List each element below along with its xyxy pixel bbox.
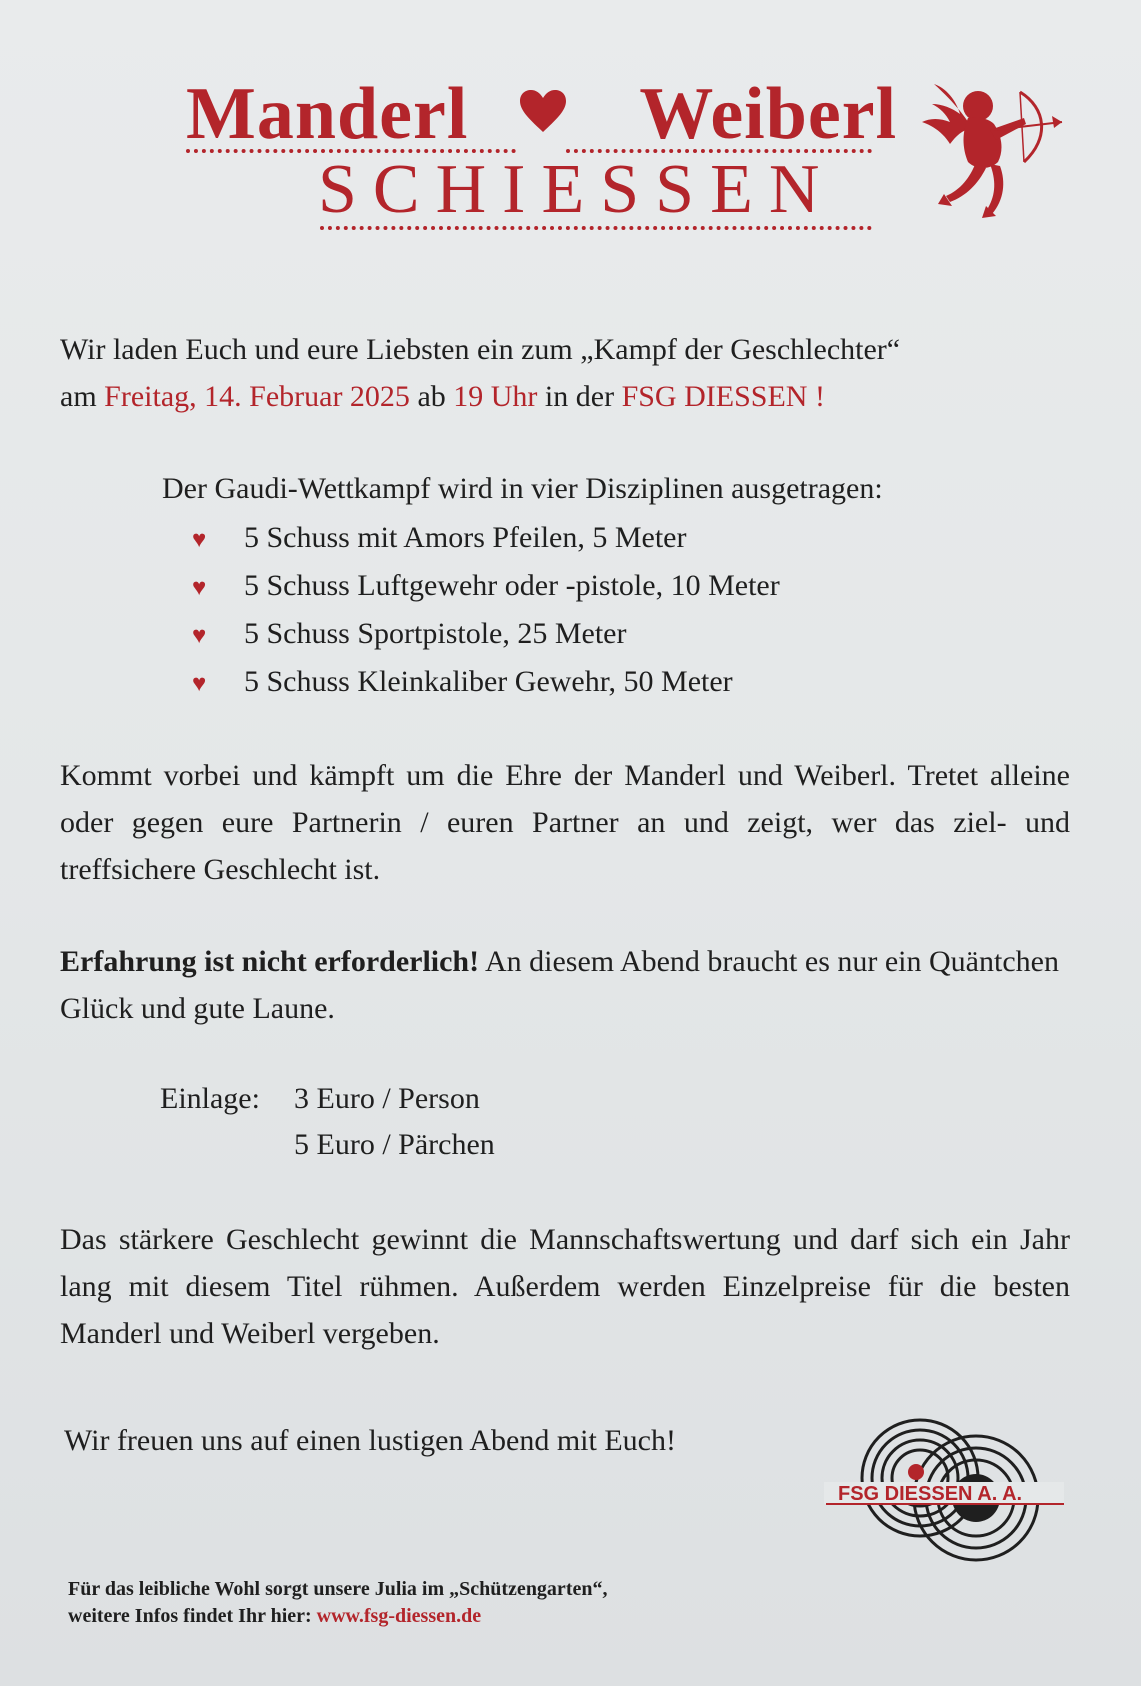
discipline-text: 5 Schuss Luftgewehr oder -pistole, 10 Meter [244,569,780,602]
disciplines-lead: Der Gaudi-Wettkampf wird in vier Disziplinen ausgetragen: [162,472,883,505]
intro-exclamation: ! [814,380,825,413]
fee-person: 3 Euro / Person [294,1082,480,1115]
list-item [192,612,780,660]
list-item [192,660,780,708]
event-date: Freitag, 14. Februar 2025 [104,380,410,413]
header [0,0,1141,260]
logo-text: FSG DIESSEN A. A. [838,1483,1023,1505]
list-item [192,564,780,612]
discipline-text: 5 Schuss Kleinkaliber Gewehr, 50 Meter [244,665,733,698]
entry-fee [160,1076,495,1168]
fee-couple: 5 Euro / Pärchen [294,1128,495,1161]
heart-bullet-icon: ♥ [192,575,207,601]
heart-icon [518,88,568,134]
footer-line-1: Für das leibliche Wohl sorgt unsere Julia im „Schützengarten“, [68,1578,608,1600]
title-underline-3 [320,226,872,230]
title-manderl: Manderl [186,73,469,155]
intro-am: am [60,380,97,413]
event-venue: FSG DIESSEN [621,380,808,413]
cupid-icon [916,78,1066,238]
footer-prefix: weitere Infos findet Ihr hier: [68,1605,312,1627]
footer [68,1576,607,1630]
intro-line-1: Wir laden Euch und eure Liebsten ein zum „Kampf der Geschlechter“ [60,333,901,366]
event-time: 19 Uhr [453,380,538,413]
closing-line: Wir freuen uns auf einen lustigen Abend mit Euch! [64,1424,676,1457]
heart-bullet-icon: ♥ [192,623,207,649]
disciplines-list [192,516,780,708]
title-weiberl: Weiberl [639,73,898,155]
intro-in-der: in der [544,380,615,413]
paragraph-challenge: Kommt vorbei und kämpft um die Ehre der Manderl und Weiberl. Tretet alleine oder gegen eure Partnerin / euren Partner an und zeigt, wer das ziel- und treffsichere Geschlecht ist. [60,759,1070,886]
intro-ab: ab [417,380,446,413]
website-link[interactable]: www.fsg-diessen.de [316,1605,482,1627]
list-item [192,516,780,564]
experience-emphasis: Erfahrung ist nicht erforderlich! [60,945,480,978]
discipline-text: 5 Schuss mit Amors Pfeilen, 5 Meter [244,521,687,554]
fee-label: Einlage: [160,1082,260,1115]
heart-bullet-icon: ♥ [192,527,207,553]
heart-bullet-icon: ♥ [192,671,207,697]
title-line-2: SCHIESSEN [318,151,836,228]
intro-line-2 [60,373,1070,420]
paragraph-prizes: Das stärkere Geschlecht gewinnt die Mannschaftswertung und darf sich ein Jahr lang mit diesem Titel rühmen. Außerdem werden Einzelpreise für die besten Manderl und Weiberl vergeben. [60,1223,1070,1350]
experience-text: An diesem Abend braucht es nur ein Quäntchen Glück und gute Laune. [60,945,1059,1025]
fsg-logo [824,1418,1064,1568]
intro-bang [807,380,815,413]
discipline-text: 5 Schuss Sportpistole, 25 Meter [244,617,627,650]
paragraph-experience [60,938,1070,1032]
footer-line-2 [68,1603,607,1630]
intro-paragraph [60,326,1070,420]
